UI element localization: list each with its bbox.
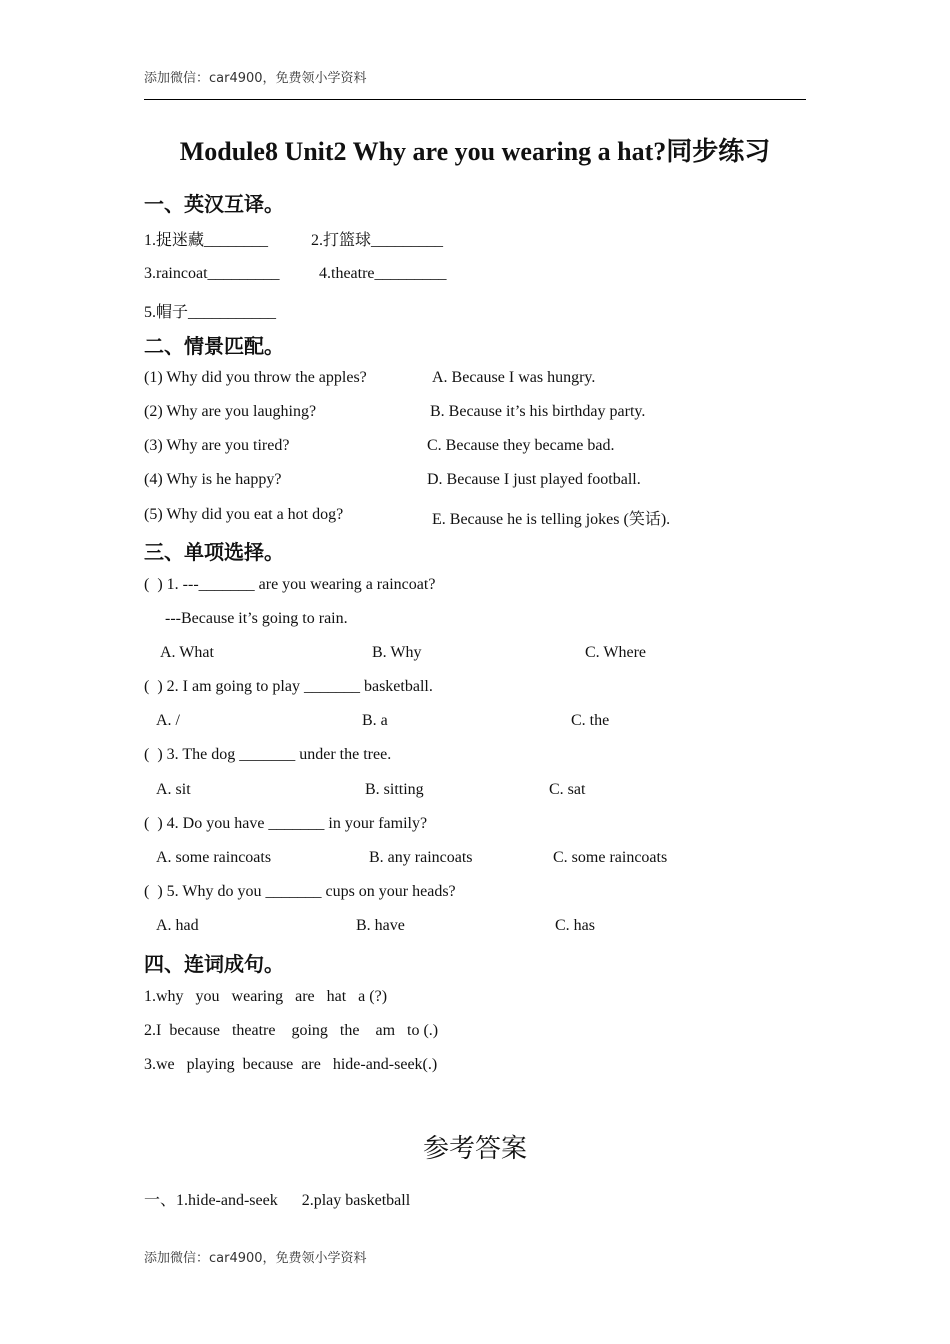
section-heading-multiple-choice: 三、单项选择。 <box>144 540 284 564</box>
choice-question-4: ( ) 4. Do you have _______ in your family? <box>144 815 428 832</box>
matching-question: (4) Why is he happy? <box>144 471 282 488</box>
choice-option: C. sat <box>549 781 586 798</box>
header-divider <box>144 99 806 100</box>
choice-option: C. the <box>571 712 610 729</box>
matching-answer: A. Because I was hungry. <box>432 369 596 386</box>
choice-option: B. sitting <box>365 781 424 798</box>
choice-option: C. Where <box>585 644 647 661</box>
choice-option: C. some raincoats <box>553 849 668 866</box>
choice-option: A. What <box>160 644 214 661</box>
page-footer: 添加微信：car4900，免费领小学资料 <box>144 1251 367 1266</box>
sentence-item: 3.we playing because are hide-and-seek(.) <box>144 1056 438 1073</box>
choice-option: B. any raincoats <box>369 849 473 866</box>
translation-item: 1.捉迷藏________ <box>144 232 269 249</box>
page-header: 添加微信：car4900，免费领小学资料 <box>144 71 367 86</box>
choice-option: B. Why <box>372 644 422 661</box>
choice-option: C. has <box>555 917 595 934</box>
choice-option: A. / <box>156 712 180 729</box>
choice-question-3: ( ) 3. The dog _______ under the tree. <box>144 746 392 763</box>
choice-option: B. a <box>362 712 388 729</box>
choice-option: A. had <box>156 917 199 934</box>
section-heading-translation: 一、英汉互译。 <box>144 192 284 216</box>
matching-answer: C. Because they became bad. <box>427 437 615 454</box>
matching-answer: B. Because it’s his birthday party. <box>430 403 646 420</box>
answer-key-title: 参考答案 <box>422 1134 527 1164</box>
choice-option: A. sit <box>156 781 191 798</box>
page-title: Module8 Unit2 Why are you wearing a hat?同步练习 <box>179 137 771 166</box>
section-heading-matching: 二、情景匹配。 <box>144 334 284 358</box>
choice-option: A. some raincoats <box>156 849 272 866</box>
choice-question-1: ( ) 1. ---_______ are you wearing a raincoat? <box>144 576 436 593</box>
choice-option: B. have <box>356 917 405 934</box>
matching-question: (1) Why did you throw the apples? <box>144 369 367 386</box>
translation-item: 4.theatre_________ <box>319 265 447 282</box>
matching-answer: E. Because he is telling jokes (笑话). <box>432 511 671 528</box>
matching-question: (3) Why are you tired? <box>144 437 290 454</box>
matching-answer: D. Because I just played football. <box>427 471 641 488</box>
translation-item: 3.raincoat_________ <box>144 265 280 282</box>
section-heading-sentence-building: 四、连词成句。 <box>144 952 284 976</box>
answer-key-line: 一、1.hide-and-seek 2.play basketball <box>144 1192 411 1209</box>
choice-question-2: ( ) 2. I am going to play _______ basketball. <box>144 678 433 695</box>
matching-question: (2) Why are you laughing? <box>144 403 317 420</box>
choice-question-1-response: ---Because it’s going to rain. <box>165 610 348 627</box>
translation-item: 2.打篮球_________ <box>311 232 444 249</box>
sentence-item: 2.I because theatre going the am to (.) <box>144 1022 439 1039</box>
choice-question-5: ( ) 5. Why do you _______ cups on your heads? <box>144 883 456 900</box>
translation-item: 5.帽子___________ <box>144 304 277 321</box>
sentence-item: 1.why you wearing are hat a (?) <box>144 988 388 1005</box>
matching-question: (5) Why did you eat a hot dog? <box>144 506 344 523</box>
